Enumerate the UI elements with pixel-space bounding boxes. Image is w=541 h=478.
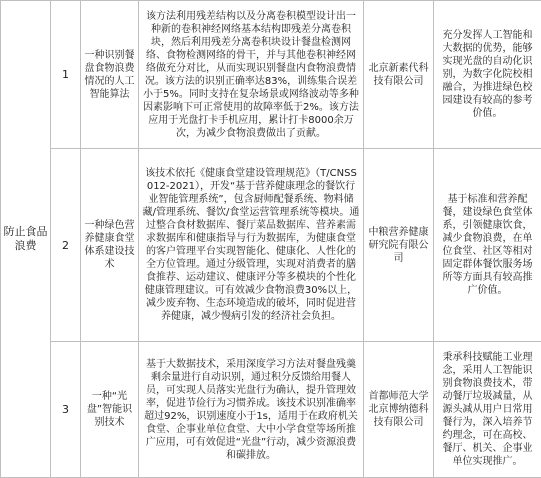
technology-name: 一种识别餐盘食物浪费情况的人工智能算法 — [81, 1, 139, 149]
technology-description: 该方法利用残差结构以及分离卷积模型设计出一种新的卷积神经网络基本结构即残差分离卷积块，然后利用残差分离卷积块设计餐盘检测网络、食物检测网络的骨干，并与其他卷积神经网络做充分对比，从而实现识别餐盘内食物浪费情况。该方法的识别正确率达83%，训练集合误差小于5%。同时支持在复杂场景或网络波动等多种因素影响下可正常使用的故障率低于2%。该方法应用于光盘打卡手机应用，累计打卡8000余万次，为减少食物浪费做出了贡献。 — [139, 1, 364, 149]
technology-name: 一种绿色营养健康食堂体系建设技术 — [81, 149, 139, 342]
table-row — [1, 342, 541, 478]
row-index: 3 — [51, 342, 81, 478]
advantage: 充分发挥人工智能和大数据的优势，能够实现光盘的自动化识别，为数字化院校相融合，为推进绿色校园建设有较高的参考价值。 — [434, 1, 541, 149]
advantage: 基于标准和营养配餐，建设绿色食堂体系，引领健康饮食，减少食物浪费，在单位食堂、社区等相对固定群体餐饮服务场所等方面具有较高推广价值。 — [434, 149, 541, 342]
advantage: 秉承科技赋能工业理念，采用人工智能识别食物浪费技术，带动餐厅垃圾减量，从源头减从用户日常用餐行为，深入培养节约理念，可在高校、餐厅、机关、企事业单位实现推广。 — [434, 342, 541, 478]
category-cell: 防止食品浪费 — [1, 1, 51, 478]
organization: 首都师范大学北京博纳德科技有限公司 — [364, 342, 434, 478]
table-row — [1, 149, 541, 342]
row-index: 1 — [51, 1, 81, 149]
technology-description: 该技术依托《健康食堂建设管理规范》（T/CNSS 012-2021），开发“基于营养健康理念的餐饮行业智能管理系统”，包含厨师配餐系统、物料储藏/管理系统、餐饮/食堂运营管理系统等模块。通过整合食材数据库、餐厅菜品数据库、营养素需求数据库和健康指导与行为数据库，为健康食堂的客户管理平台实现智能化、健康化、人性化的全方位管理。通过分级管理，实现对消费者的膳食推荐、运动建议、健康评分等多模块的个性化健康管理建议。可有效减少食物浪费30%以上，减少废弃物、生态环境造成的破坏，同时促进营养健康，减少慢病引发的经济社会负担。 — [139, 149, 364, 342]
organization: 北京新素代科技有限公司 — [364, 1, 434, 149]
technology-description: 基于大数据技术，采用深度学习方法对餐盘残羹剩余量进行自动识别，通过积分反馈给用餐人员，可实现人员落实光盘行为确认，提升管理效率，促进节俭行为习惯养成。该技术识别准确率超过92%，识别速度小于1s，适用于在政府机关食堂、企事业单位食堂、大中小学食堂等场所推广应用，可有效促进“光盘”行动，减少资源浪费和碳排放。 — [139, 342, 364, 478]
organization: 中粮营养健康研究院有限公司 — [364, 149, 434, 342]
row-index: 2 — [51, 149, 81, 342]
table-row — [1, 1, 541, 149]
technology-name: 一种“光盘”智能识别技术 — [81, 342, 139, 478]
